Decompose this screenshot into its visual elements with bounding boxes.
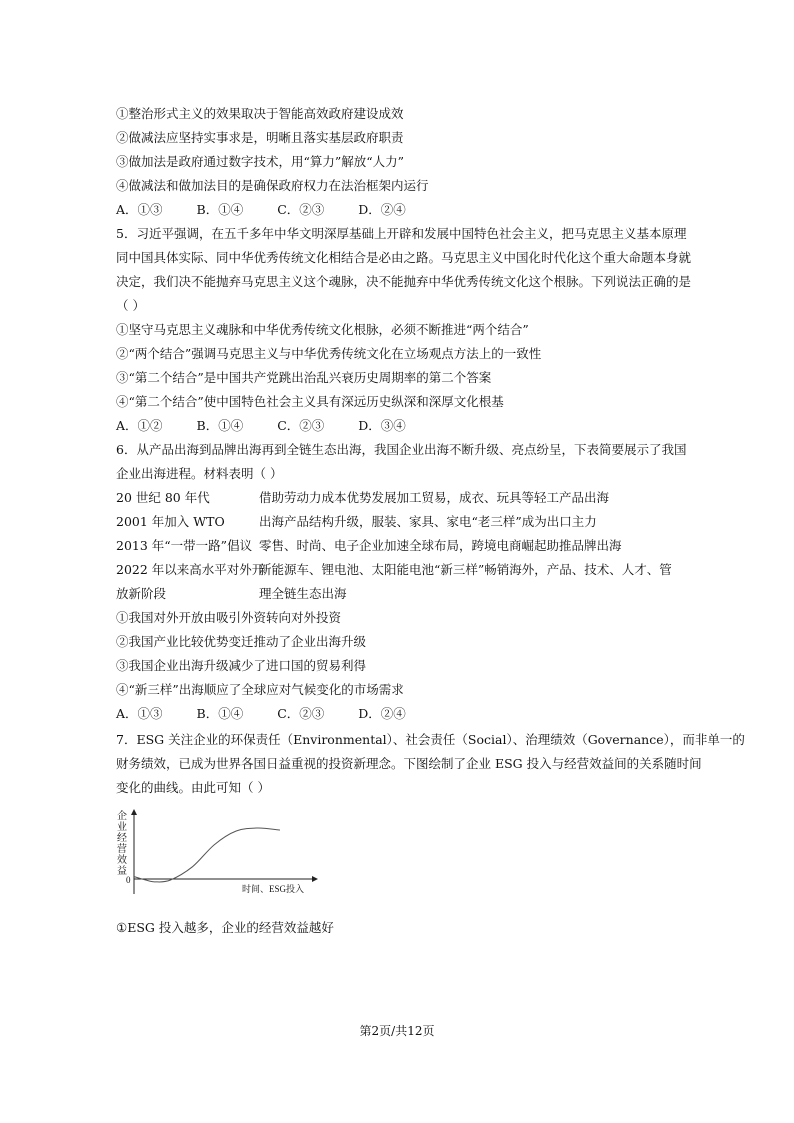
q5-option-c: C．②③ [277,418,325,433]
q6-table-desc: 出海产品结构升级，服装、家具、家电“老三样”成为出口主力 [259,514,597,529]
q4-item-3: ③做加法是政府通过数字技术，用“算力”解放“人力” [116,154,405,169]
q5-stem-line-2: 同中国具体实际、同中华优秀传统文化相结合是必由之路。马克思主义中国化时代化这个重大命题本身就 [116,250,692,265]
q6-option-d: D．②④ [358,706,406,721]
page-footer: 第2页/共12页 [359,1024,435,1038]
q7-stem-line-3: 变化的曲线。由此可知（ ） [116,780,270,795]
chart-series-line [134,828,280,882]
q4-options [116,202,406,218]
q5-stem-line-3: 决定，我们决不能抛弃马克思主义这个魂脉，决不能抛弃中华优秀传统文化这个根脉。下列说法正确的是 [116,274,692,289]
q5-item-2: ②“两个结合”强调马克思主义与中华优秀传统文化在立场观点方法上的一致性 [116,346,542,361]
esg-chart [112,806,322,902]
q5-stem-line-4: （ ） [116,298,145,313]
q5-stem-line-1: 5．习近平强调，在五千多年中华文明深厚基础上开辟和发展中国特色社会主义，把马克思主义基本原理 [116,226,687,241]
q6-table-desc: 理全链生态出海 [259,586,347,601]
q7-stem-line-1: 7．ESG 关注企业的环保责任（Environmental）、社会责任（Social）、治理绩效（Governance），而非单一的 [116,732,745,747]
q6-item-4: ④“新三样”出海顺应了全球应对气候变化的市场需求 [116,682,404,697]
q6-table-desc: 零售、时尚、电子企业加速全球布局，跨境电商崛起助推品牌出海 [259,538,622,553]
q7-stem-line-2: 财务绩效，已成为世界各国日益重视的投资新理念。下图绘制了企业 ESG 投入与经营效益间的关系随时间 [116,756,702,771]
q5-option-b: B．①④ [196,418,244,433]
chart-x-label: 时间、ESG投入 [242,884,305,894]
q4-item-2: ②做减法应坚持实事求是，明晰且落实基层政府职责 [116,130,404,145]
q5-option-a: A．①② [116,418,163,433]
q6-item-2: ②我国产业比较优势变迁推动了企业出海升级 [116,634,367,649]
q6-stem-line-1: 6．从产品出海到品牌出海再到全链生态出海，我国企业出海不断升级、亮点纷呈，下表简要展示了我国 [116,442,687,457]
q5-options [116,418,406,434]
q4-option-d: D．②④ [358,202,406,217]
q6-options [116,706,406,722]
q7-item-1: ①ESG 投入越多，企业的经营效益越好 [116,920,334,935]
q6-item-3: ③我国企业出海升级减少了进口国的贸易利得 [116,658,367,673]
q5-item-3: ③“第二个结合”是中国共产党跳出治乱兴衰历史周期率的第二个答案 [116,370,492,385]
q4-option-a: A．①③ [116,202,163,217]
q6-table-period: 放新阶段 [116,586,167,601]
q5-item-4: ④“第二个结合”使中国特色社会主义具有深远历史纵深和深厚文化根基 [116,394,504,409]
q6-table-period: 2001 年加入 WTO [116,514,225,529]
chart-y-label: 企业经营效益 [117,811,127,877]
q6-stem-line-2: 企业出海进程。材料表明（ ） [116,466,283,481]
q6-table-period: 2022 年以来高水平对外开 [116,562,265,577]
q5-item-1: ①坚守马克思主义魂脉和中华优秀传统文化根脉，必须不断推进“两个结合” [116,322,529,337]
q6-option-b: B．①④ [196,706,244,721]
q6-table-period: 2013 年“一带一路”倡议 [116,538,253,553]
q6-table-desc: 借助劳动力成本优势发展加工贸易，成衣、玩具等轻工产品出海 [259,490,610,505]
q4-item-4: ④做减法和做加法目的是确保政府权力在法治框架内运行 [116,178,429,193]
q6-option-a: A．①③ [116,706,163,721]
q4-option-b: B．①④ [196,202,244,217]
chart-origin-label: 0 [126,875,131,885]
q6-table-period: 20 世纪 80 年代 [116,490,210,505]
q6-table-desc: 新能源车、锂电池、太阳能电池“新三样”畅销海外，产品、技术、人才、管 [259,562,672,577]
q4-option-c: C．②③ [277,202,325,217]
q6-option-c: C．②③ [277,706,325,721]
q4-item-1: ①整治形式主义的效果取决于智能高效政府建设成效 [116,106,404,121]
q5-option-d: D．③④ [358,418,406,433]
q6-item-1: ①我国对外开放由吸引外资转向对外投资 [116,610,342,625]
